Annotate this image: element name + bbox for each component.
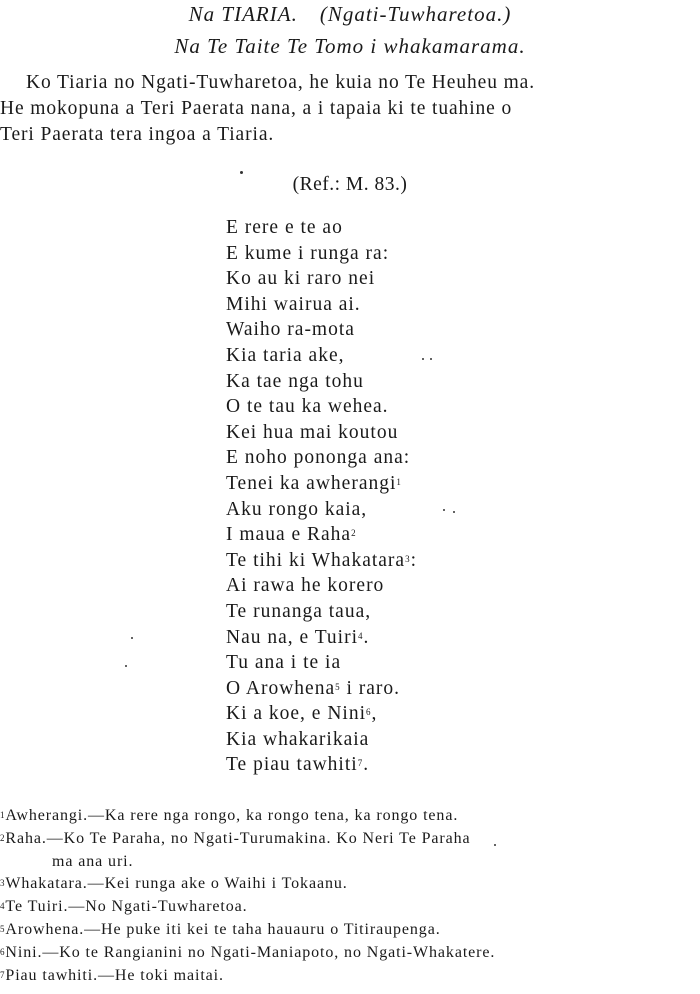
intro-paragraph: [0, 70, 700, 148]
verse-line: [226, 625, 417, 651]
verse-line-text: Te tihi ki Whakatara: [226, 549, 406, 571]
footnote-number: 2: [0, 832, 6, 843]
footnote: [0, 919, 700, 942]
verse-line-trailing: :: [410, 549, 418, 571]
verse-line: [226, 471, 417, 497]
footnote-number: 6: [0, 946, 6, 957]
song-subtitle: Na Te Taite Te Tomo i whakamarama.: [174, 34, 526, 58]
footnote: [0, 828, 700, 851]
footnote-marker: 3: [405, 553, 411, 564]
verse-line-text: Ai rawa he korero: [226, 575, 385, 597]
footnote-marker: 5: [335, 681, 341, 692]
footnote: [0, 896, 700, 919]
footnote-marker: 1: [396, 476, 402, 487]
verse-line: [226, 752, 417, 778]
footnote-text: Whakatara.—Kei runga ake o Waihi i Tokaanu.: [5, 875, 348, 893]
footnote-marker: 7: [357, 758, 364, 769]
verse-line: [226, 292, 417, 318]
verse-line: [226, 215, 417, 241]
verse-line: [226, 497, 417, 523]
verse-line-text: Waiho ra-mota: [226, 319, 355, 341]
footnote: [0, 873, 700, 896]
verse-line-text: Ki a koe, e Nini: [226, 703, 367, 725]
footnote-number: 4: [0, 901, 6, 912]
verse-line-text: E noho pononga ana:: [226, 447, 411, 469]
footnote-marker: 6: [366, 707, 372, 718]
footnote: [0, 805, 700, 828]
reference-label: (Ref.: M. 83.): [292, 174, 408, 195]
footnote-continuation: ma ana uri.: [52, 852, 134, 870]
print-speck: [240, 171, 243, 174]
verse-line-trailing: ,: [371, 703, 378, 725]
verse-line-text: Te runanga taua,: [226, 600, 372, 622]
verse-line: [226, 522, 417, 548]
footnote-text: Raha.—Ko Te Paraha, no Ngati-Turumakina. Ko Neri Te Paraha: [5, 829, 471, 847]
footnote-text: Awherangi.—Ka rere nga rongo, ka rongo tena, ka rongo tena.: [5, 807, 459, 824]
verse-line: [226, 420, 417, 446]
footnote-marker: 2: [351, 528, 357, 539]
verse-line: [226, 241, 417, 267]
verse-line: [226, 266, 417, 292]
verse-line-trailing: .: [363, 754, 370, 776]
verse-line: [226, 317, 417, 343]
verse-line-text: I maua e Raha: [226, 524, 352, 546]
verse-line: [226, 650, 417, 676]
footnote: [0, 965, 700, 988]
song-title-main: Na TIARIA.: [188, 2, 298, 26]
verse-line: [226, 369, 417, 395]
verse-line: [226, 676, 417, 702]
verse-line-text: E rere e te ao: [226, 217, 343, 238]
footnote: [0, 942, 700, 965]
song-title: [0, 2, 700, 27]
verse-line-text: Kei hua mai koutou: [226, 421, 399, 443]
intro-line: Ko Tiaria no Ngati-Tuwharetoa, he kuia no Te Heuheu ma.: [26, 72, 536, 93]
verse-line-text: Kia whakarikaia: [226, 728, 370, 750]
footnote-number: 5: [0, 923, 6, 934]
print-speck: [131, 637, 133, 639]
print-speck: [453, 511, 455, 513]
verse-line-text: Tenei ka awherangi: [226, 472, 397, 494]
verse-line: [226, 599, 417, 625]
footnote-number: 7: [0, 969, 6, 980]
verse-line-text: Kia taria ake,: [226, 344, 345, 366]
verse-line-text: Ka tae nga tohu: [226, 370, 364, 392]
verse-line-text: O te tau ka wehea.: [226, 396, 389, 418]
footnote-text: Arowhena.—He puke iti kei te taha hauauru o Titiraupenga.: [5, 920, 441, 938]
footnote-marker: 4: [358, 630, 364, 641]
verse-line: [226, 573, 417, 599]
verse-line: [226, 343, 417, 369]
verse-line-text: Te piau tawhiti: [226, 754, 358, 776]
verse-line: [226, 445, 417, 471]
verse-line: [226, 548, 417, 574]
print-speck: [494, 844, 496, 846]
verse-line-trailing: i raro.: [340, 677, 401, 699]
intro-line: Teri Paerata tera ingoa a Tiaria.: [0, 124, 275, 145]
song-verse: [226, 215, 417, 778]
footnote-text: Nini.—Ko te Rangianini no Ngati-Maniapoto, no Ngati-Whakatere.: [5, 943, 496, 961]
footnotes: [0, 805, 700, 987]
verse-line: [226, 394, 417, 420]
print-speck: [125, 665, 127, 667]
verse-line: [226, 727, 417, 753]
verse-line-text: Ko au ki raro nei: [226, 268, 376, 290]
verse-line: [226, 701, 417, 727]
verse-line-text: Mihi wairua ai.: [226, 293, 361, 315]
print-speck: [430, 358, 432, 360]
song-title-tribe: (Ngati-Tuwharetoa.): [319, 2, 512, 26]
print-speck: [422, 358, 424, 360]
verse-line-text: Tu ana i te ia: [226, 652, 342, 674]
verse-line-trailing: .: [363, 626, 370, 648]
footnote-number: 1: [0, 810, 6, 820]
footnote-text: Te Tuiri.—No Ngati-Tuwharetoa.: [5, 898, 248, 916]
footnote-text: Piau tawhiti.—He toki maitai.: [5, 966, 224, 984]
footnote-number: 3: [0, 878, 6, 889]
verse-line-text: Nau na, e Tuiri: [226, 626, 358, 648]
intro-line: He mokopuna a Teri Paerata nana, a i tapaia ki te tuahine o: [0, 98, 513, 119]
verse-line-text: O Arowhena: [226, 677, 336, 699]
verse-line-text: E kume i runga ra:: [226, 242, 390, 264]
print-speck: [443, 509, 445, 511]
verse-line-text: Aku rongo kaia,: [226, 498, 368, 520]
